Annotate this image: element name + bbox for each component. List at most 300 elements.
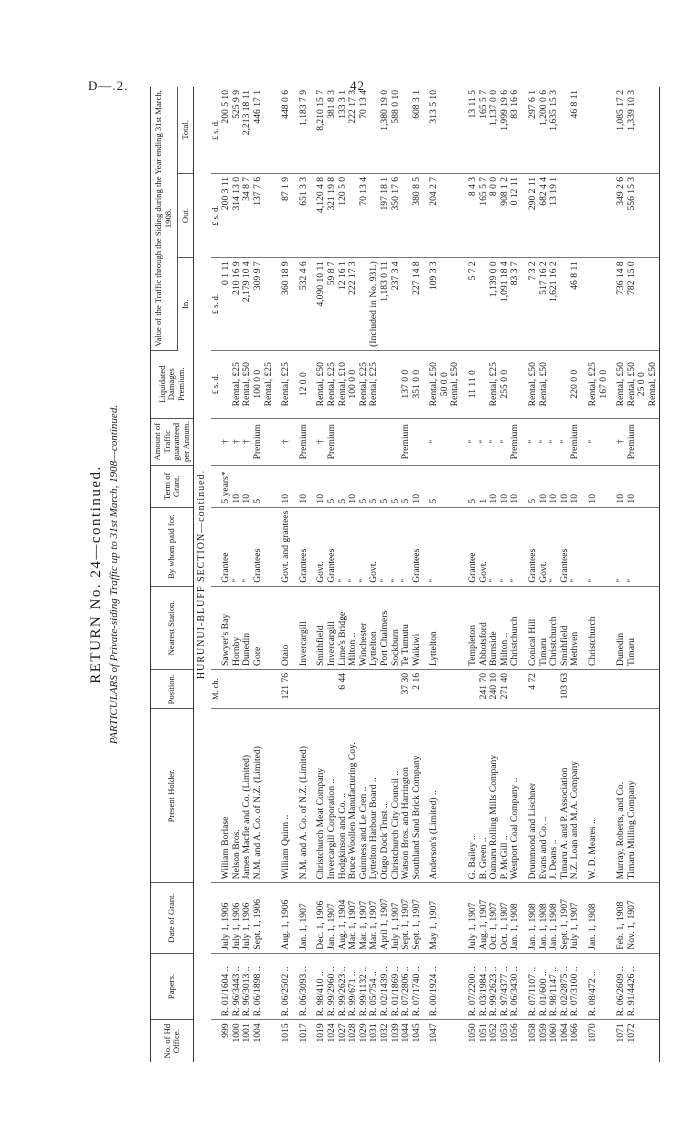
present-holder-value: Bruce Woollen Manufacturing Coy.: [347, 742, 359, 880]
paid-by-value: ": [378, 578, 390, 583]
papers-value: R. 07/2806 ..: [400, 966, 412, 1017]
paid-by-value: ": [625, 578, 637, 583]
traffic-out-cell: [221, 173, 274, 257]
nearest-station-value: Templeton: [467, 625, 479, 666]
hd-office-no-value: 1053: [498, 1023, 510, 1043]
traffic-total-value: 1,380 19 0: [378, 90, 390, 131]
liquidated-damages-value: [380, 354, 391, 415]
traffic-in-value: 5 7 2: [467, 261, 479, 281]
papers-value: R. 02/1439 ..: [378, 966, 390, 1017]
traffic-in-value: 0 1 11: [220, 261, 232, 285]
paid-by-value: Govt. and grantees: [280, 510, 292, 583]
present-holder-value: Nelson Bros.: [230, 829, 242, 880]
traffic-in-value: [588, 261, 599, 347]
traffic-out-value: 349 2 6: [615, 176, 627, 206]
liquidated-damages-value: Rental, £50: [615, 362, 627, 407]
paid-by-value: ": [587, 578, 598, 583]
papers-value: R. 02/2875 ..: [558, 966, 570, 1017]
liquidated-damages-value: 25 0 0: [636, 372, 648, 397]
hd-office-no-value: 1066: [569, 1023, 581, 1043]
hd-office-no-value: 1019: [315, 1023, 327, 1043]
liquidated-damages-value: 167 0 0: [597, 369, 609, 399]
nearest-station-value: Port Chalmers: [378, 610, 390, 666]
present-holder-value: Oamaru Rolling Mills Company: [488, 754, 500, 880]
date-of-grant-value: Jan. 1, 1908: [548, 903, 560, 950]
header-amount-guaranteed: Amount of Traffic guaranteed per Annum.: [151, 418, 194, 465]
liquidated-damages-value: Rental, £50: [428, 362, 440, 407]
paid-by-value: Grantees: [527, 548, 539, 583]
liquidated-damages-value: Rental, £25: [230, 362, 242, 407]
present-holder-cell: [221, 709, 274, 883]
traffic-total-value: 222 17 3: [347, 90, 359, 124]
position-value: 37 30: [400, 672, 412, 695]
date-of-grant-cell: [528, 883, 581, 953]
papers-value: R. 99/2960 ..: [325, 966, 337, 1017]
liquidated-damages-value: Rental, £25: [488, 362, 500, 407]
hd-office-no-value: 1004: [251, 1023, 263, 1043]
traffic-out-value: 34 8 7: [241, 176, 253, 201]
table-row: [429, 87, 461, 1062]
papers-cell: [221, 953, 274, 1020]
position-unit: M. ch.: [211, 669, 222, 708]
total-unit: £ s. d.: [211, 87, 222, 173]
nearest-station-cell: [616, 586, 659, 669]
date-of-grant-value: July 1, 1907: [569, 902, 581, 950]
term-of-grant-value: 10: [625, 494, 637, 504]
position-cell: [281, 669, 292, 708]
traffic-total-value: 200 5 10: [220, 90, 232, 124]
papers-value: R. 06/2502 ..: [280, 966, 292, 1017]
papers-value: R. 07/3100 ..: [569, 966, 581, 1017]
position-cell: [588, 669, 609, 708]
papers-cell: [468, 953, 521, 1020]
liquidated-damages-value: 50 0 0: [438, 372, 450, 397]
amount-guaranteed-value: Premium: [509, 424, 521, 460]
traffic-in-value: 12 16 1: [336, 261, 348, 291]
traffic-out-value: 165 5 7: [477, 176, 489, 206]
present-holder-cell: [281, 709, 292, 883]
amount-guaranteed-cell: [528, 418, 581, 465]
header-out: Out.: [177, 173, 193, 257]
date-of-grant-value: Dec. 1, 1906: [315, 900, 327, 950]
papers-value: R. 99/2623 ..: [488, 966, 500, 1017]
present-holder-value: Lyttelton Harbour Board ..: [368, 777, 380, 880]
amount-guaranteed-value: ": [477, 439, 489, 444]
nearest-station-value: Milton ..: [347, 632, 359, 666]
traffic-total-value: 8,210 15 7: [315, 90, 327, 131]
present-holder-value: William Borlase: [220, 816, 232, 880]
papers-value: R. 99/1132 ..: [357, 966, 369, 1017]
traffic-total-cell: [528, 87, 581, 173]
present-holder-value: Guinness and Le Cren ..: [357, 786, 369, 880]
siding-traffic-table: [150, 87, 660, 1062]
date-of-grant-cell: [588, 883, 609, 953]
traffic-total-cell: [221, 87, 274, 173]
paid-by-value: ": [400, 578, 412, 583]
term-of-grant-value: 10: [548, 494, 560, 504]
liq-unit: £ s. d.: [211, 350, 222, 418]
date-of-grant-value: Sept. 1, 1907: [558, 899, 570, 950]
liquidated-damages-value: 351 0 0: [410, 369, 422, 399]
term-of-grant-value: 10: [410, 494, 422, 504]
traffic-total-cell: [588, 87, 609, 173]
amount-guaranteed-value: †: [241, 439, 253, 445]
date-of-grant-value: July 1, 1906: [230, 902, 242, 950]
traffic-out-cell: [528, 173, 581, 257]
traffic-in-value: 222 17 3: [347, 261, 359, 295]
hd-office-no-cell: [616, 1020, 659, 1062]
hd-office-no-cell: [528, 1020, 581, 1062]
traffic-total-value: 13 11 5: [467, 90, 479, 119]
traffic-out-value: 651 3 3: [297, 176, 309, 206]
nearest-station-value: Abbotsford: [477, 622, 489, 666]
out-unit: £ s. d.: [211, 173, 222, 257]
return-subtitle: PARTICULARS of Private-siding Traffic up to 31st March, 1908—continued.: [108, 404, 120, 745]
liquidated-damages-cell: [221, 350, 274, 418]
traffic-total-value: 525 9 9: [230, 90, 242, 119]
term-of-grant-cell: [588, 465, 609, 507]
header-hd-office-no: No. of Hd Office.: [151, 1020, 194, 1062]
term-of-grant-value: 5: [389, 498, 401, 504]
date-of-grant-value: July 1, 1906: [241, 902, 253, 950]
traffic-out-value: [560, 177, 571, 254]
nearest-station-value: Te Tumutu: [400, 624, 412, 666]
traffic-out-cell: [316, 173, 422, 257]
nearest-station-value: Timaru: [625, 638, 637, 666]
nearest-station-value: Lyttelton: [368, 631, 380, 666]
traffic-out-value: 120 5 0: [336, 176, 348, 206]
traffic-in-cell: [429, 258, 461, 351]
present-holder-value: Anderson's (Limited) ..: [428, 790, 440, 880]
present-holder-value: Evans and Co. ..: [537, 816, 549, 880]
traffic-total-value: 1,183 7 9: [297, 90, 309, 126]
nearest-station-value: Invercargill: [325, 621, 337, 666]
nearest-station-value: Waikiwi: [410, 633, 422, 666]
traffic-in-value: 83 3 7: [509, 261, 521, 286]
nearest-station-value: Dunedin: [615, 632, 627, 666]
hd-office-no-value: 1000: [230, 1023, 242, 1043]
papers-value: R. 99/671 ..: [347, 971, 359, 1017]
liquidated-damages-cell: [281, 350, 292, 418]
position-value: [242, 673, 253, 705]
term-of-grant-value: 5: [400, 498, 412, 504]
date-of-grant-value: Jan. 1, 1908: [527, 903, 539, 950]
liquidated-damages-cell: [429, 350, 461, 418]
hd-office-no-value: 1039: [389, 1023, 401, 1043]
traffic-out-value: 380 8 5: [410, 176, 422, 206]
liquidated-damages-value: Rental, £50: [449, 362, 461, 407]
traffic-total-value: 313 5 10: [428, 90, 440, 124]
traffic-total-value: 608 3 1: [410, 90, 422, 119]
nearest-station-value: Smithfield: [315, 625, 327, 666]
position-value: 2 16: [410, 672, 422, 690]
amount-guaranteed-cell: [468, 418, 521, 465]
traffic-total-value: 381 8 3: [325, 90, 337, 119]
hd-office-no-value: 1031: [368, 1023, 380, 1043]
position-value: [221, 673, 232, 705]
term-of-grant-cell: [616, 465, 659, 507]
date-of-grant-value: Jan. 1, 1907: [325, 903, 337, 950]
papers-value: R. 07/2200 ..: [467, 966, 479, 1017]
position-value: [348, 673, 359, 705]
liquidated-damages-value: 100 0 0: [347, 369, 359, 399]
papers-value: R. 07/1107 ..: [527, 966, 539, 1017]
paid-by-value: ": [336, 578, 348, 583]
amount-guaranteed-value: †: [220, 439, 232, 445]
position-cell: [528, 669, 581, 708]
hd-office-no-value: 1028: [347, 1023, 359, 1043]
present-holder-value: Otago Dock Trust ..: [378, 803, 390, 880]
position-value: [588, 673, 599, 705]
papers-value: R. 00/1924 ..: [428, 966, 440, 1017]
present-holder-value: N.M. and A. Co. of N.Z. (Limited): [297, 746, 309, 880]
present-holder-cell: [468, 709, 521, 883]
nearest-station-value: Christchurch: [548, 616, 560, 666]
term-of-grant-value: 10: [509, 494, 521, 504]
traffic-in-value: 7 3 2: [527, 261, 539, 281]
papers-value: R. 98/1147 ..: [548, 966, 560, 1017]
hd-office-no-value: 1059: [537, 1023, 549, 1043]
table-row: [588, 87, 609, 1062]
term-of-grant-value: 10: [280, 494, 292, 504]
papers-value: R. 96/3013 ..: [241, 966, 253, 1017]
traffic-out-value: 87 1 9: [280, 176, 292, 201]
paid-by-value: ": [498, 578, 510, 583]
traffic-total-cell: [316, 87, 422, 173]
term-of-grant-cell: [316, 465, 422, 507]
term-of-grant-value: 10: [241, 494, 253, 504]
term-of-grant-value: 5 years*: [220, 471, 232, 504]
traffic-out-value: 290 2 11: [527, 176, 539, 211]
traffic-total-value: 1,200 0 6: [537, 90, 549, 126]
position-cell: [299, 669, 310, 708]
date-of-grant-value: Jan. 1, 1908: [587, 903, 598, 950]
traffic-out-cell: [588, 173, 609, 257]
papers-value: R. 05/754 ..: [368, 971, 380, 1017]
date-of-grant-value: July 1, 1906: [220, 902, 232, 950]
amount-guaranteed-value: ": [548, 439, 560, 444]
nearest-station-value: Milton ..: [498, 632, 510, 666]
date-of-grant-value: Jan. 1, 1908: [509, 903, 521, 950]
date-of-grant-value: Oct. 1, 1907: [488, 902, 500, 950]
hd-office-no-value: 1017: [297, 1023, 309, 1043]
papers-value: R. 06/3430 ..: [509, 966, 521, 1017]
date-of-grant-value: Nov. 1, 1907: [625, 900, 637, 950]
paid-by-value: Govt.: [368, 561, 380, 583]
amount-guaranteed-value: Premium: [251, 424, 263, 460]
papers-value: R. 07/1740 ..: [410, 966, 422, 1017]
position-cell: [429, 669, 461, 708]
hd-office-no-value: 1058: [527, 1023, 539, 1043]
header-date-of-grant: Date of Grant.: [151, 883, 194, 953]
date-of-grant-value: Sept. 1, 1906: [251, 899, 263, 950]
liquidated-damages-value: Rental, £50: [646, 362, 658, 407]
amount-guaranteed-value: [380, 422, 391, 462]
amount-guaranteed-value: ": [488, 439, 500, 444]
traffic-out-value: 70 13 4: [357, 176, 369, 206]
amount-guaranteed-value: †: [230, 439, 242, 445]
traffic-in-value: 360 18 9: [280, 261, 292, 295]
amount-guaranteed-value: ": [527, 439, 539, 444]
papers-cell: [616, 953, 659, 1020]
present-holder-value: N.Z. Loan and M.A. Company: [569, 761, 581, 880]
amount-guaranteed-value: Premium: [625, 424, 637, 460]
term-of-grant-value: 10: [558, 494, 570, 504]
position-value: [299, 673, 310, 705]
date-of-grant-cell: [221, 883, 274, 953]
paid-by-value: Grantees: [251, 548, 263, 583]
date-of-grant-value: Sept. 1, 1907: [400, 899, 412, 950]
date-of-grant-cell: [316, 883, 422, 953]
table-row: [468, 87, 521, 1062]
amount-guaranteed-cell: [221, 418, 274, 465]
hd-office-no-value: 1032: [378, 1023, 390, 1043]
amount-guaranteed-value: ": [498, 439, 510, 444]
term-of-grant-cell: [429, 465, 461, 507]
paid-by-value: ": [509, 578, 521, 583]
paid-by-value: Grantees: [297, 548, 309, 583]
paid-by-value: ": [488, 578, 500, 583]
paid-by-cell: [616, 507, 659, 586]
term-of-grant-value: 10: [230, 494, 242, 504]
nearest-station-value: Winchester: [357, 622, 369, 666]
liquidated-damages-value: Rental, £25: [368, 362, 380, 407]
table-row: [299, 87, 310, 1062]
position-value: 6 44: [336, 672, 348, 690]
present-holder-value: Timaru Milling Company: [625, 780, 637, 880]
traffic-in-value: 532 4 6: [297, 261, 309, 291]
amount-guaranteed-value: [348, 422, 359, 462]
traffic-in-value: 109 3 3: [428, 261, 440, 291]
paid-by-cell: [299, 507, 310, 586]
papers-value: R. 97/4377 ..: [498, 966, 510, 1017]
position-value: 240 10: [488, 672, 500, 700]
hd-office-no-value: 1052: [488, 1023, 500, 1043]
position-value: [369, 673, 380, 705]
traffic-total-value: 446 17 1: [251, 90, 263, 124]
term-of-grant-value: 5: [467, 498, 479, 504]
amount-guaranteed-value: [359, 422, 370, 462]
nearest-station-cell: [588, 586, 609, 669]
table-row: [616, 87, 659, 1062]
nearest-station-value: Invercargill: [297, 621, 309, 666]
hd-office-no-value: 1050: [467, 1023, 479, 1043]
traffic-total-value: 1,085 17 2: [615, 90, 627, 131]
position-value: 241 70: [477, 672, 489, 700]
papers-value: R. 98/410 ..: [315, 971, 327, 1017]
present-holder-cell: [528, 709, 581, 883]
hd-office-no-cell: [221, 1020, 274, 1062]
page-number: 42: [350, 78, 365, 93]
amount-guaranteed-value: [369, 422, 380, 462]
liquidated-damages-value: 11 11 0: [467, 370, 479, 399]
paid-by-value: ": [569, 578, 581, 583]
amount-guaranteed-value: Premium: [569, 424, 581, 460]
position-cell: [616, 669, 659, 708]
amount-guaranteed-cell: [281, 418, 292, 465]
paid-by-value: Govt.: [477, 561, 489, 583]
term-of-grant-cell: [281, 465, 292, 507]
nearest-station-value: Christchurch: [587, 616, 598, 666]
traffic-total-cell: [468, 87, 521, 173]
paid-by-value: Govt.: [537, 561, 549, 583]
nearest-station-value: Conical Hill: [527, 618, 539, 666]
hd-office-no-value: 1064: [558, 1023, 570, 1043]
date-of-grant-value: Oct. 1, 1907: [498, 902, 510, 950]
term-of-grant-cell: [299, 465, 310, 507]
traffic-out-value: [588, 177, 599, 254]
position-value: 271 40: [498, 672, 510, 700]
liquidated-damages-cell: [468, 350, 521, 418]
papers-cell: [316, 953, 422, 1020]
position-value: [359, 673, 370, 705]
traffic-in-value: 517 16 2: [537, 261, 549, 295]
position-value: [327, 673, 338, 705]
liquidated-damages-value: [510, 354, 521, 415]
traffic-in-cell: [468, 258, 521, 351]
liquidated-damages-value: Rental, £50: [537, 362, 549, 407]
papers-value: R. 08/472 ..: [587, 971, 598, 1017]
liquidated-damages-value: Rental, £50: [527, 362, 539, 407]
document-code: D—.2.: [88, 78, 129, 93]
present-holder-value: N.M. and A. Co. of N.Z. (Limited): [251, 746, 263, 880]
nearest-station-value: Sockburn: [389, 629, 401, 666]
amount-guaranteed-cell: [616, 418, 659, 465]
paid-by-value: Grantees: [325, 548, 337, 583]
amount-guaranteed-value: ": [467, 439, 479, 444]
date-of-grant-value: Sept. 1, 1907: [410, 899, 422, 950]
date-of-grant-value: Aug. 1, 1904: [336, 899, 348, 950]
papers-value: R. 06/2609 ..: [615, 966, 627, 1017]
amount-guaranteed-value: †: [280, 439, 292, 445]
hd-office-no-cell: [316, 1020, 422, 1062]
present-holder-value: Christchurch City Council ..: [389, 770, 401, 880]
amount-guaranteed-cell: [316, 418, 422, 465]
liquidated-damages-value: Rental, £10: [336, 362, 348, 407]
hd-office-no-value: 1044: [400, 1023, 412, 1043]
position-value: [539, 673, 550, 705]
papers-value: R. 01/600 ..: [537, 971, 549, 1017]
traffic-total-value: 1,635 15 3: [548, 90, 560, 131]
paid-by-value: Grantees: [410, 548, 422, 583]
traffic-out-value: 137 7 6: [251, 176, 263, 206]
traffic-total-cell: [299, 87, 310, 173]
liquidated-damages-value: 12 0 0: [297, 372, 309, 397]
traffic-out-value: 8 0 0: [488, 176, 500, 197]
traffic-total-value: 1,999 19 6: [498, 90, 510, 131]
term-of-grant-value: 10: [537, 494, 549, 504]
amount-guaranteed-value: ": [587, 439, 598, 444]
term-of-grant-value: 10: [569, 494, 581, 504]
traffic-out-value: 200 3 11: [220, 176, 232, 211]
present-holder-value: Westport Coal Company ..: [509, 777, 521, 880]
position-value: [316, 673, 327, 705]
traffic-out-value: 4,120 4 8: [315, 176, 327, 213]
paid-by-value: ": [241, 578, 253, 583]
traffic-total-value: 1,339 10 3: [625, 90, 637, 131]
term-of-grant-value: 10: [587, 494, 598, 504]
papers-value: R. 01/1604 ..: [220, 966, 232, 1017]
present-holder-value: Drummond and Lischner: [527, 782, 539, 880]
paid-by-value: Grantee: [220, 552, 232, 583]
papers-cell: [281, 953, 292, 1020]
hd-office-no-value: 1071: [615, 1023, 627, 1043]
header-present-holder: Present Holder.: [151, 709, 194, 883]
position-cell: [316, 669, 422, 708]
traffic-total-value: 70 13 4: [357, 90, 369, 119]
paid-by-value: Grantees: [558, 548, 570, 583]
paid-by-cell: [588, 507, 609, 586]
